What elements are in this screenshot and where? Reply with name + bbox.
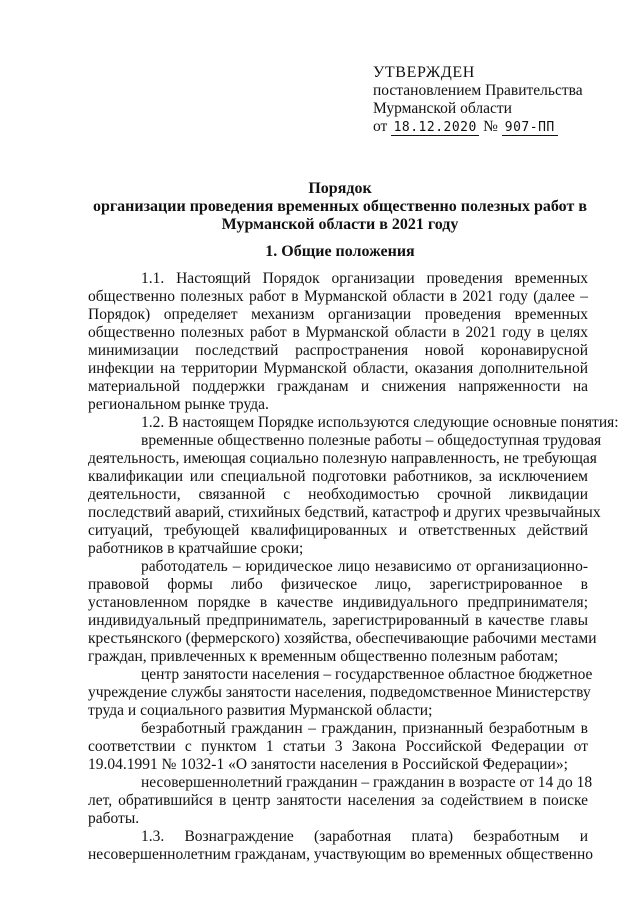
document-title-line-1: Порядок [308,180,372,197]
body-text-line: правовой формы либо физическое лицо, зарегистрированное в [88,576,588,593]
body-text-line: 1.3. Вознаграждение (заработная плата) безработным и [141,828,588,845]
approval-stamp-block [373,64,613,136]
approval-line-2: Мурманской области [373,100,512,117]
body-text-line: работы. [88,810,140,827]
body-text-line: общественно полезных работ в Мурманской области в 2021 году (далее – [88,288,588,305]
approval-number-label: № [483,118,498,135]
document-body [88,270,619,864]
body-text-line: индивидуальный предприниматель, зарегистрированный в качестве главы [88,612,588,629]
body-text-line: труда и социального развития Мурманской области; [88,702,433,719]
body-text-line: временные общественно полезные работы – общедоступная трудовая [141,432,602,449]
approval-line-1: постановлением Правительства [373,82,583,99]
body-text-line: региональном рынке труда. [88,396,269,413]
body-text-line: 1.1. Настоящий Порядок организации проведения временных [141,270,588,287]
body-text-line: деятельность, имеющая социально полезную направленность, не требующая [88,450,597,467]
body-text-line: минимизации последствий распространения новой коронавирусной [88,342,588,359]
body-text-line: работников в кратчайшие сроки; [88,540,304,557]
body-text-line: 1.2. В настоящем Порядке используются следующие основные понятия: [141,414,619,431]
body-text-line: центр занятости населения – государственное областное бюджетное [141,666,593,683]
body-text-line: инфекции на территории Мурманской области, оказания дополнительной [88,360,588,377]
body-text-line: лет, обратившийся в центр занятости населения за содействием в поиске [88,792,588,809]
body-text-line: учреждение службы занятости населения, подведомственное Министерству [88,684,591,701]
body-text-line: безработный гражданин – гражданин, признанный безработным в [141,720,588,737]
body-text-line: несовершеннолетним гражданам, участвующим во временных общественно [88,846,594,863]
body-text-line: работодатель – юридическое лицо независимо от организационно- [141,558,588,575]
approval-date-line [373,118,613,136]
document-title-line-3: Мурманской области в 2021 году [221,216,459,233]
approval-heading: УТВЕРЖДЕН [373,64,475,81]
body-text-line: установленном порядке в качестве индивидуального предпринимателя; [88,594,588,611]
body-text-line: ситуаций, требующей квалифицированных и ответственных действий [88,522,588,539]
approval-number: 907-ПП [502,121,558,136]
body-text-line: крестьянского (фермерского) хозяйства, обеспечивающие рабочими местами [88,630,597,647]
body-text-line: граждан, привлеченных к временным общественно полезным работам; [88,648,559,665]
approval-date: 18.12.2020 [391,121,479,136]
body-text-line: последствий аварий, стихийных бедствий, катастроф и других чрезвычайных [88,504,601,521]
body-text-line: несовершеннолетний гражданин – гражданин в возрасте от 14 до 18 [141,774,593,791]
body-text-line: материальной поддержки гражданам и снижения напряженности на [88,378,588,395]
section-heading: 1. Общие положения [265,243,415,260]
body-text-line: квалификации или специальной подготовки работников, за исключением [88,468,588,485]
body-text-line: Порядок) определяет механизм организации проведения временных [88,306,588,323]
approval-from-label: от [373,118,388,135]
body-text-line: деятельности, связанной с необходимостью срочной ликвидации [88,486,588,503]
document-title-line-2: организации проведения временных общественно полезных работ в [93,198,587,215]
body-text-line: 19.04.1991 № 1032-1 «О занятости населения в Российской Федерации»; [88,756,568,773]
body-text-line: общественно полезных работ в Мурманской области в 2021 году в целях [88,324,588,341]
body-text-line: соответствии с пунктом 1 статьи 3 Закона Российской Федерации от [88,738,588,755]
